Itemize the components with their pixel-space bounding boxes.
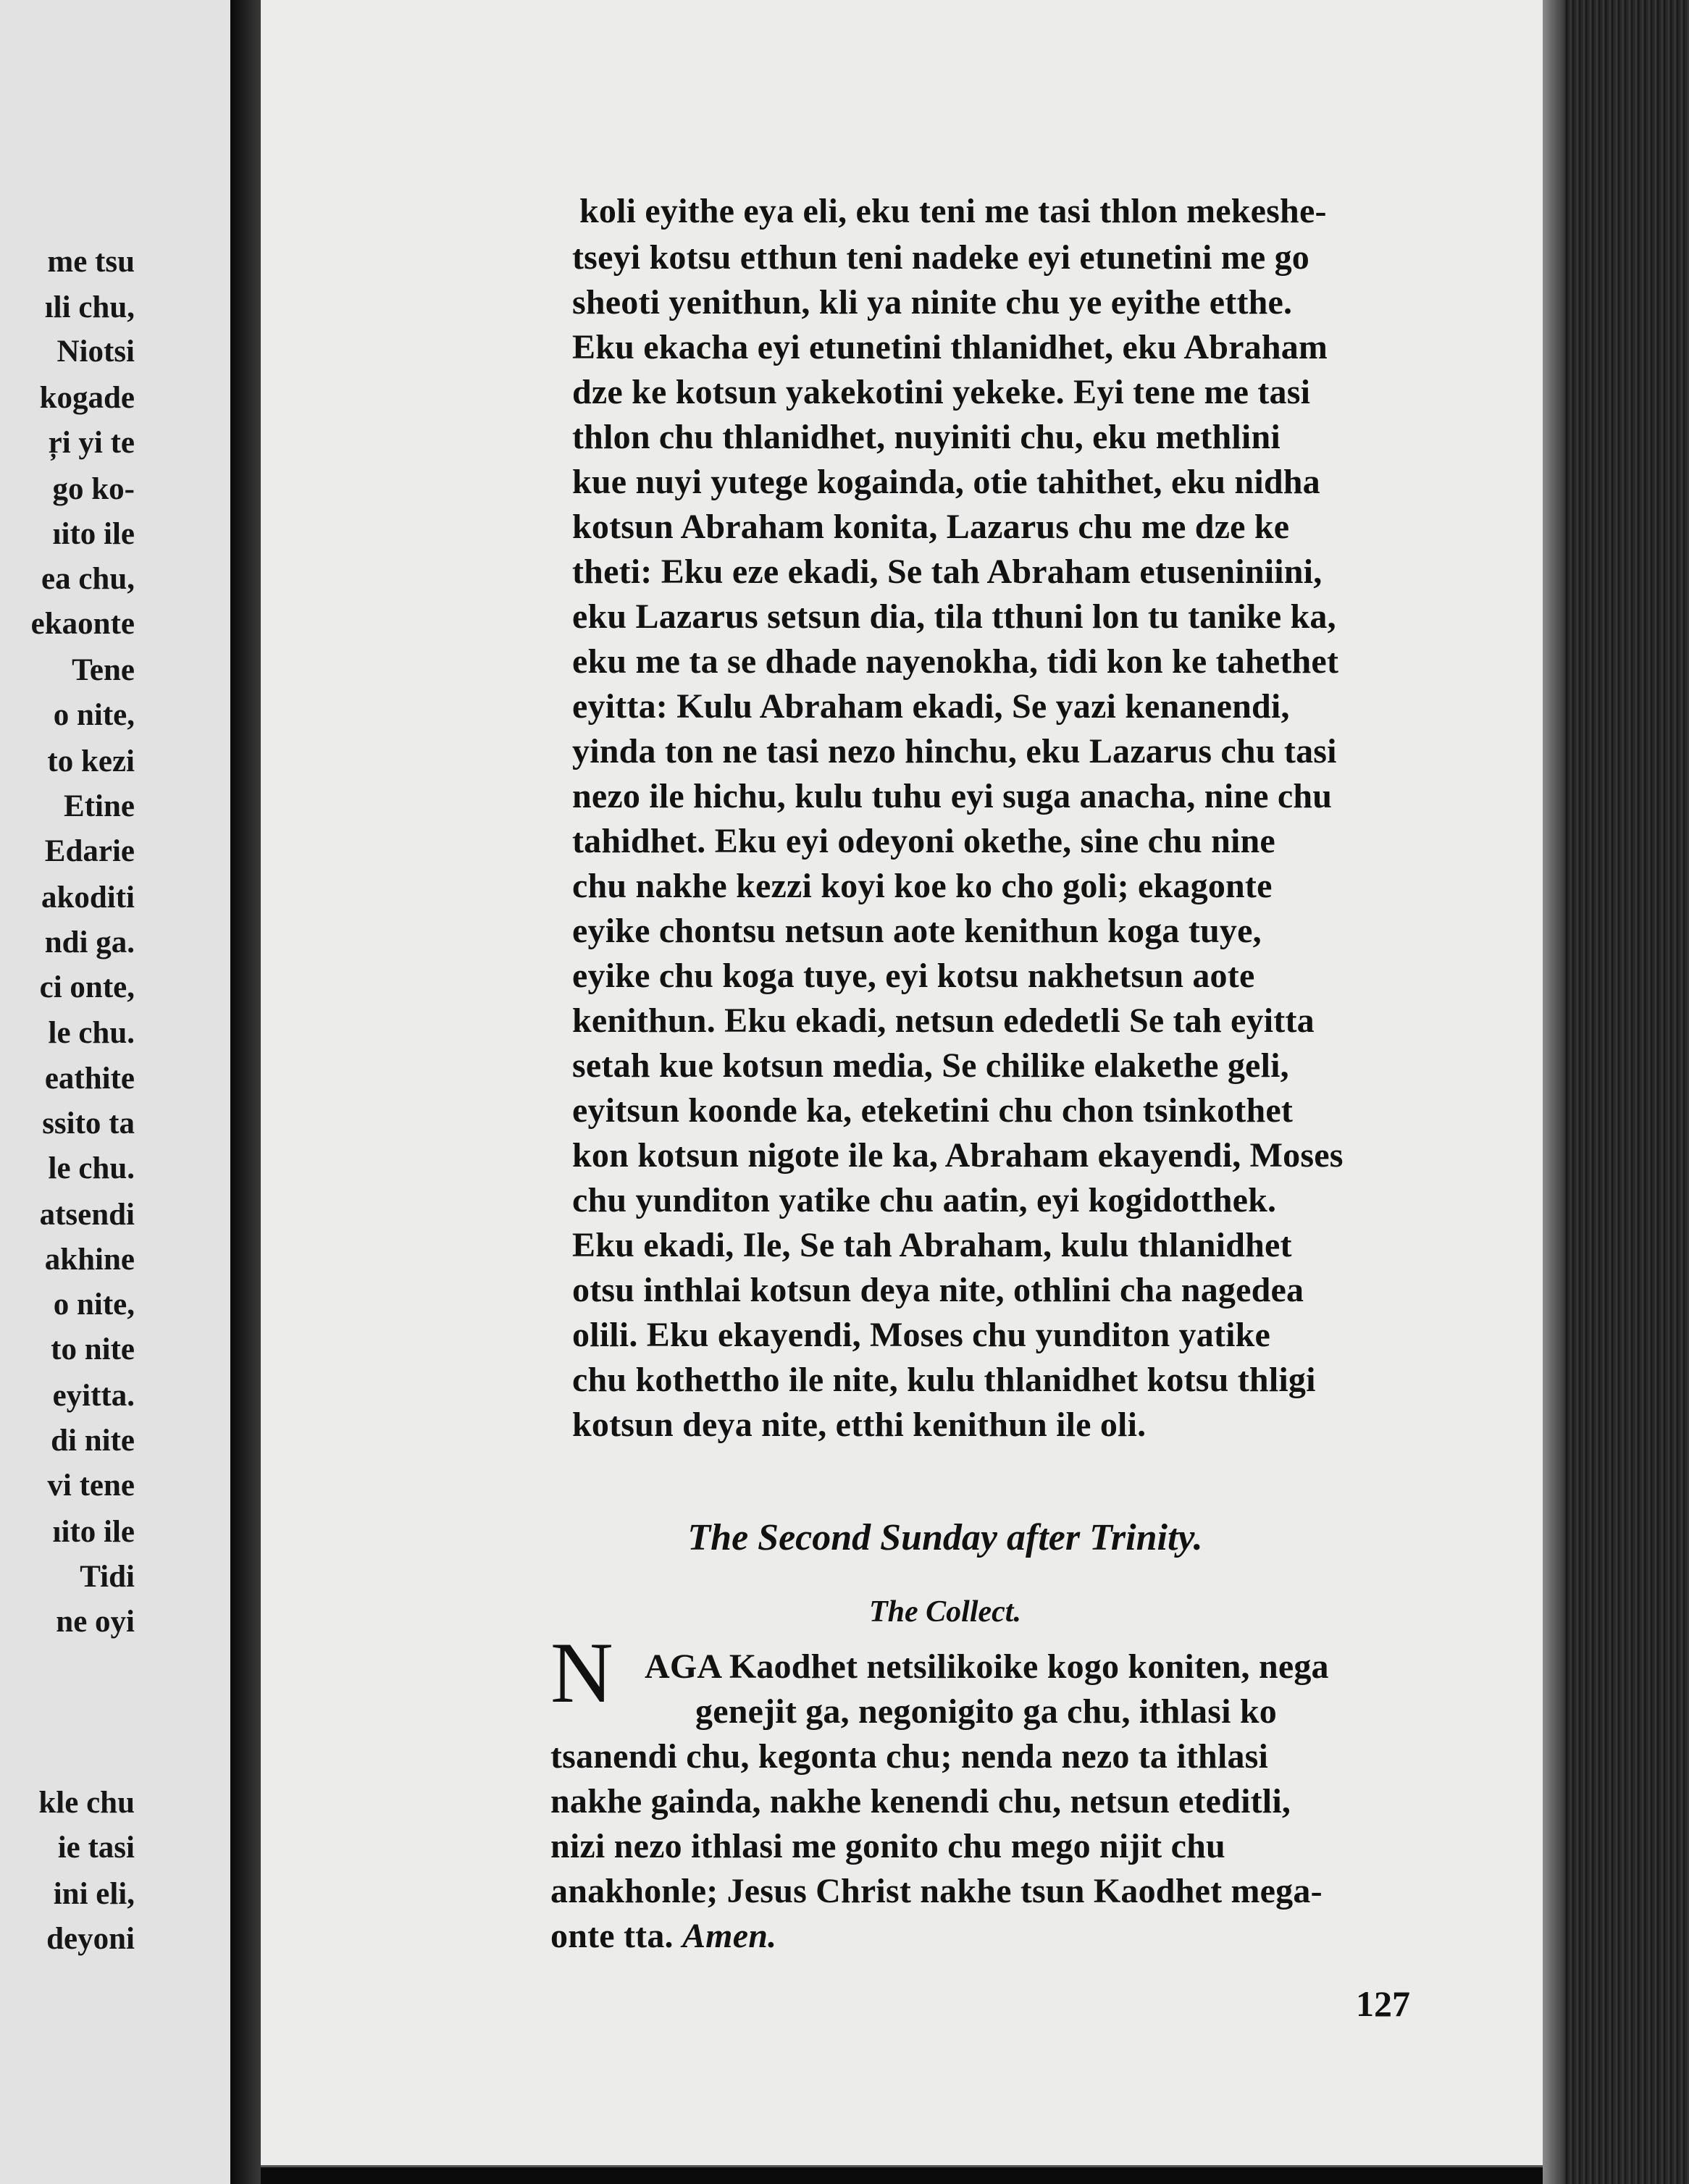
left-page-line: ıito ile	[52, 517, 135, 551]
collect-closing-text: onte tta.	[550, 1917, 674, 1955]
body-line: kotsun Abraham konita, Lazarus chu me dze ke	[572, 508, 1290, 546]
left-page-line: vi tene	[47, 1469, 135, 1503]
amen-text: Amen.	[682, 1917, 777, 1955]
body-line: tahidhet. Eku eyi odeyoni okethe, sine chu nine	[572, 822, 1275, 860]
body-line: theti: Eku eze ekadi, Se tah Abraham etuseniniini,	[572, 553, 1323, 591]
left-page-line: ini eli,	[53, 1877, 135, 1911]
body-line: eku Lazarus setsun dia, tila tthuni lon tu tanike ka,	[572, 597, 1336, 636]
collect-last-line	[550, 1919, 776, 1954]
left-page-line: ea chu,	[41, 562, 135, 596]
left-page-line: ıli chu,	[44, 290, 135, 324]
left-page-line: kogade	[39, 381, 135, 415]
body-line: sheoti yenithun, kli ya ninite chu ye eyithe etthe.	[572, 283, 1293, 322]
facing-left-page	[0, 0, 230, 2184]
collect-line: genejit ga, negonigito ga chu, ithlasi ko	[695, 1692, 1277, 1731]
left-page-line: atsendi	[39, 1198, 135, 1232]
left-page-line: to kezi	[47, 744, 135, 778]
left-page-line: o nite,	[53, 698, 135, 732]
body-line: dze ke kotsun yakekotini yekeke. Eyi tene me tasi	[572, 373, 1311, 411]
body-line: chu yunditon yatike chu aatin, eyi kogidotthek.	[572, 1181, 1277, 1219]
left-page-line: o nite,	[53, 1288, 135, 1322]
body-line: kue nuyi yutege kogainda, otie tahithet, eku nidha	[572, 463, 1320, 501]
left-page-line: le chu.	[48, 1016, 135, 1050]
body-line: setah kue kotsun media, Se chilike elakethe geli,	[572, 1046, 1289, 1085]
body-line: eyitta: Kulu Abraham ekadi, Se yazi kenanendi,	[572, 687, 1290, 726]
left-page-line: Niotsi	[56, 335, 135, 369]
left-page-line: me tsu	[47, 245, 135, 279]
collect-line: nizi nezo ithlasi me gonito chu mego nijit chu	[550, 1827, 1225, 1865]
drop-cap-letter: N	[550, 1624, 613, 1721]
section-subheading: The Collect.	[869, 1595, 1021, 1629]
left-page-line: akoditi	[41, 881, 135, 915]
page-number: 127	[1356, 1983, 1410, 2024]
left-page-line: ne oyi	[56, 1605, 135, 1639]
left-page-line: Tene	[72, 653, 135, 687]
left-page-line: kle chu	[38, 1786, 135, 1820]
collect-line: nakhe gainda, nakhe kenendi chu, netsun eteditli,	[550, 1782, 1291, 1820]
body-line: chu nakhe kezzi koyi koe ko cho goli; ekagonte	[572, 867, 1273, 905]
left-page-line: ci onte,	[39, 970, 135, 1004]
body-line: Eku ekadi, Ile, Se tah Abraham, kulu thlanidhet	[572, 1226, 1292, 1264]
body-line: kenithun. Eku ekadi, netsun ededetli Se tah eyitta	[572, 1001, 1315, 1040]
left-page-line: ie tasi	[57, 1831, 135, 1865]
body-line: koli eyithe eya eli, eku teni me tasi thlon mekeshe-	[579, 192, 1327, 230]
body-line: nezo ile hichu, kulu tuhu eyi suga anacha, nine chu	[572, 777, 1333, 815]
collect-line: AGA Kaodhet netsilikoike kogo koniten, nega	[645, 1647, 1329, 1686]
left-page-line: di nite	[51, 1424, 135, 1458]
left-page-line: eathite	[44, 1062, 135, 1096]
collect-line: tsanendi chu, kegonta chu; nenda nezo ta ithlasi	[550, 1737, 1269, 1776]
left-page-line: le chu.	[48, 1151, 135, 1185]
left-page-line: ŗi yi te	[48, 426, 135, 460]
book-page-edges	[1543, 0, 1689, 2184]
left-page-line: ıito ile	[52, 1515, 135, 1549]
left-page-line: Edarie	[44, 834, 135, 868]
body-line: kotsun deya nite, etthi kenithun ile oli.	[572, 1406, 1147, 1444]
body-line: Eku ekacha eyi etunetini thlanidhet, eku Abraham	[572, 328, 1328, 366]
left-page-line: akhine	[44, 1243, 135, 1277]
collect-line: anakhonle; Jesus Christ nakhe tsun Kaodhet mega-	[550, 1872, 1323, 1910]
body-line: thlon chu thlanidhet, nuyiniti chu, eku methlini	[572, 418, 1281, 456]
main-page	[261, 0, 1543, 2167]
body-line: tseyi kotsu etthun teni nadeke eyi etunetini me go	[572, 238, 1309, 277]
body-line: otsu inthlai kotsun deya nite, othlini cha nagedea	[572, 1271, 1304, 1309]
body-line: eyike chu koga tuye, eyi kotsu nakhetsun aote	[572, 957, 1255, 995]
body-line: yinda ton ne tasi nezo hinchu, eku Lazarus chu tasi	[572, 732, 1337, 770]
body-line: eyitsun koonde ka, eteketini chu chon tsinkothet	[572, 1091, 1294, 1130]
left-page-line: ndi ga.	[44, 925, 135, 959]
body-line: eyike chontsu netsun aote kenithun koga tuye,	[572, 912, 1262, 950]
left-page-line: deyoni	[46, 1922, 135, 1956]
left-page-line: Tidi	[80, 1560, 135, 1594]
left-page-line: ekaonte	[30, 607, 135, 641]
left-page-line: to nite	[51, 1332, 135, 1366]
book-gutter	[230, 0, 261, 2184]
body-line: olili. Eku ekayendi, Moses chu yunditon yatike	[572, 1316, 1271, 1354]
left-page-line: ssito ta	[42, 1106, 135, 1141]
left-page-line: eyitta.	[52, 1379, 135, 1413]
body-line: chu kothettho ile nite, kulu thlanidhet kotsu thligi	[572, 1361, 1316, 1399]
left-page-line: go ko-	[52, 472, 135, 506]
body-line: eku me ta se dhade nayenokha, tidi kon ke tahethet	[572, 642, 1339, 681]
body-line: kon kotsun nigote ile ka, Abraham ekayendi, Moses	[572, 1136, 1344, 1175]
left-page-line: Etine	[64, 789, 135, 823]
section-heading: The Second Sunday after Trinity.	[687, 1517, 1203, 1558]
